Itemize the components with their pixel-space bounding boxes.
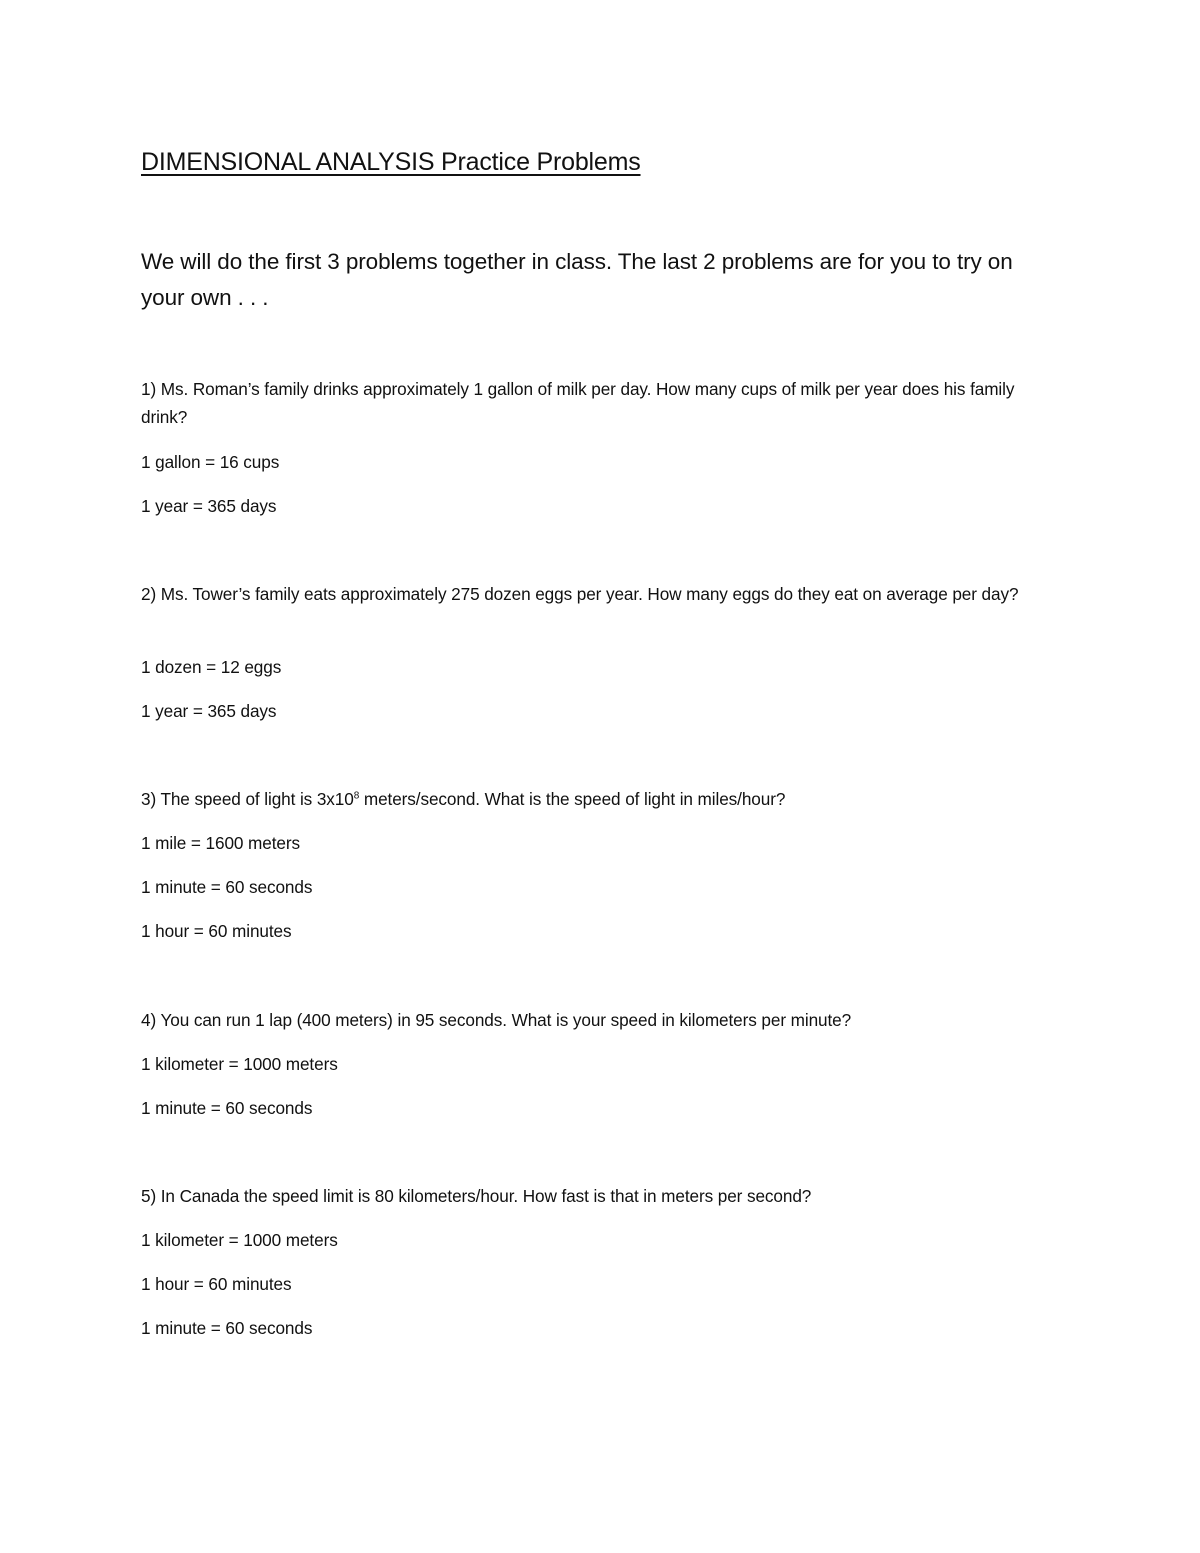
intro-text: We will do the first 3 problems together in class. The last 2 problems are for you to try on your own . . . (141, 249, 1013, 310)
problem-2-question: 2) Ms. Tower’s family eats approximately 275 dozen eggs per year. How many eggs do they eat on average per day? (141, 584, 1019, 604)
problem-3-conversion-3: 1 hour = 60 minutes (141, 921, 292, 941)
problem-3-exponent: 8 (353, 790, 360, 802)
problem-2-conversion-1: 1 dozen = 12 eggs (141, 657, 282, 677)
problem-1-question: 1) Ms. Roman’s family drinks approximately 1 gallon of milk per day. How many cups of milk per year does his family drink? (141, 379, 1015, 427)
problem-4-conversion-2: 1 minute = 60 seconds (141, 1098, 313, 1118)
problem-1-conversion-2: 1 year = 365 days (141, 496, 277, 516)
problem-3-conversion-2: 1 minute = 60 seconds (141, 877, 313, 897)
problem-4-conversion-1: 1 kilometer = 1000 meters (141, 1054, 338, 1074)
problem-3-conversion-1: 1 mile = 1600 meters (141, 833, 300, 853)
problem-5-conversion-3: 1 minute = 60 seconds (141, 1318, 313, 1338)
problem-5-conversion-2: 1 hour = 60 minutes (141, 1274, 292, 1294)
problem-5-conversion-1: 1 kilometer = 1000 meters (141, 1230, 338, 1250)
problem-2-conversion-2: 1 year = 365 days (141, 701, 277, 721)
document-title: DIMENSIONAL ANALYSIS Practice Problems (141, 148, 641, 176)
problem-3-question-end: meters/second. What is the speed of light in miles/hour? (359, 789, 786, 809)
problem-4-question: 4) You can run 1 lap (400 meters) in 95 seconds. What is your speed in kilometers per minute? (141, 1010, 852, 1030)
problem-3-question (141, 785, 785, 813)
problem-3-question-start: 3) The speed of light is 3x10 (141, 789, 354, 809)
problem-5-question: 5) In Canada the speed limit is 80 kilometers/hour. How fast is that in meters per second? (141, 1186, 812, 1206)
problem-1-conversion-1: 1 gallon = 16 cups (141, 452, 280, 472)
